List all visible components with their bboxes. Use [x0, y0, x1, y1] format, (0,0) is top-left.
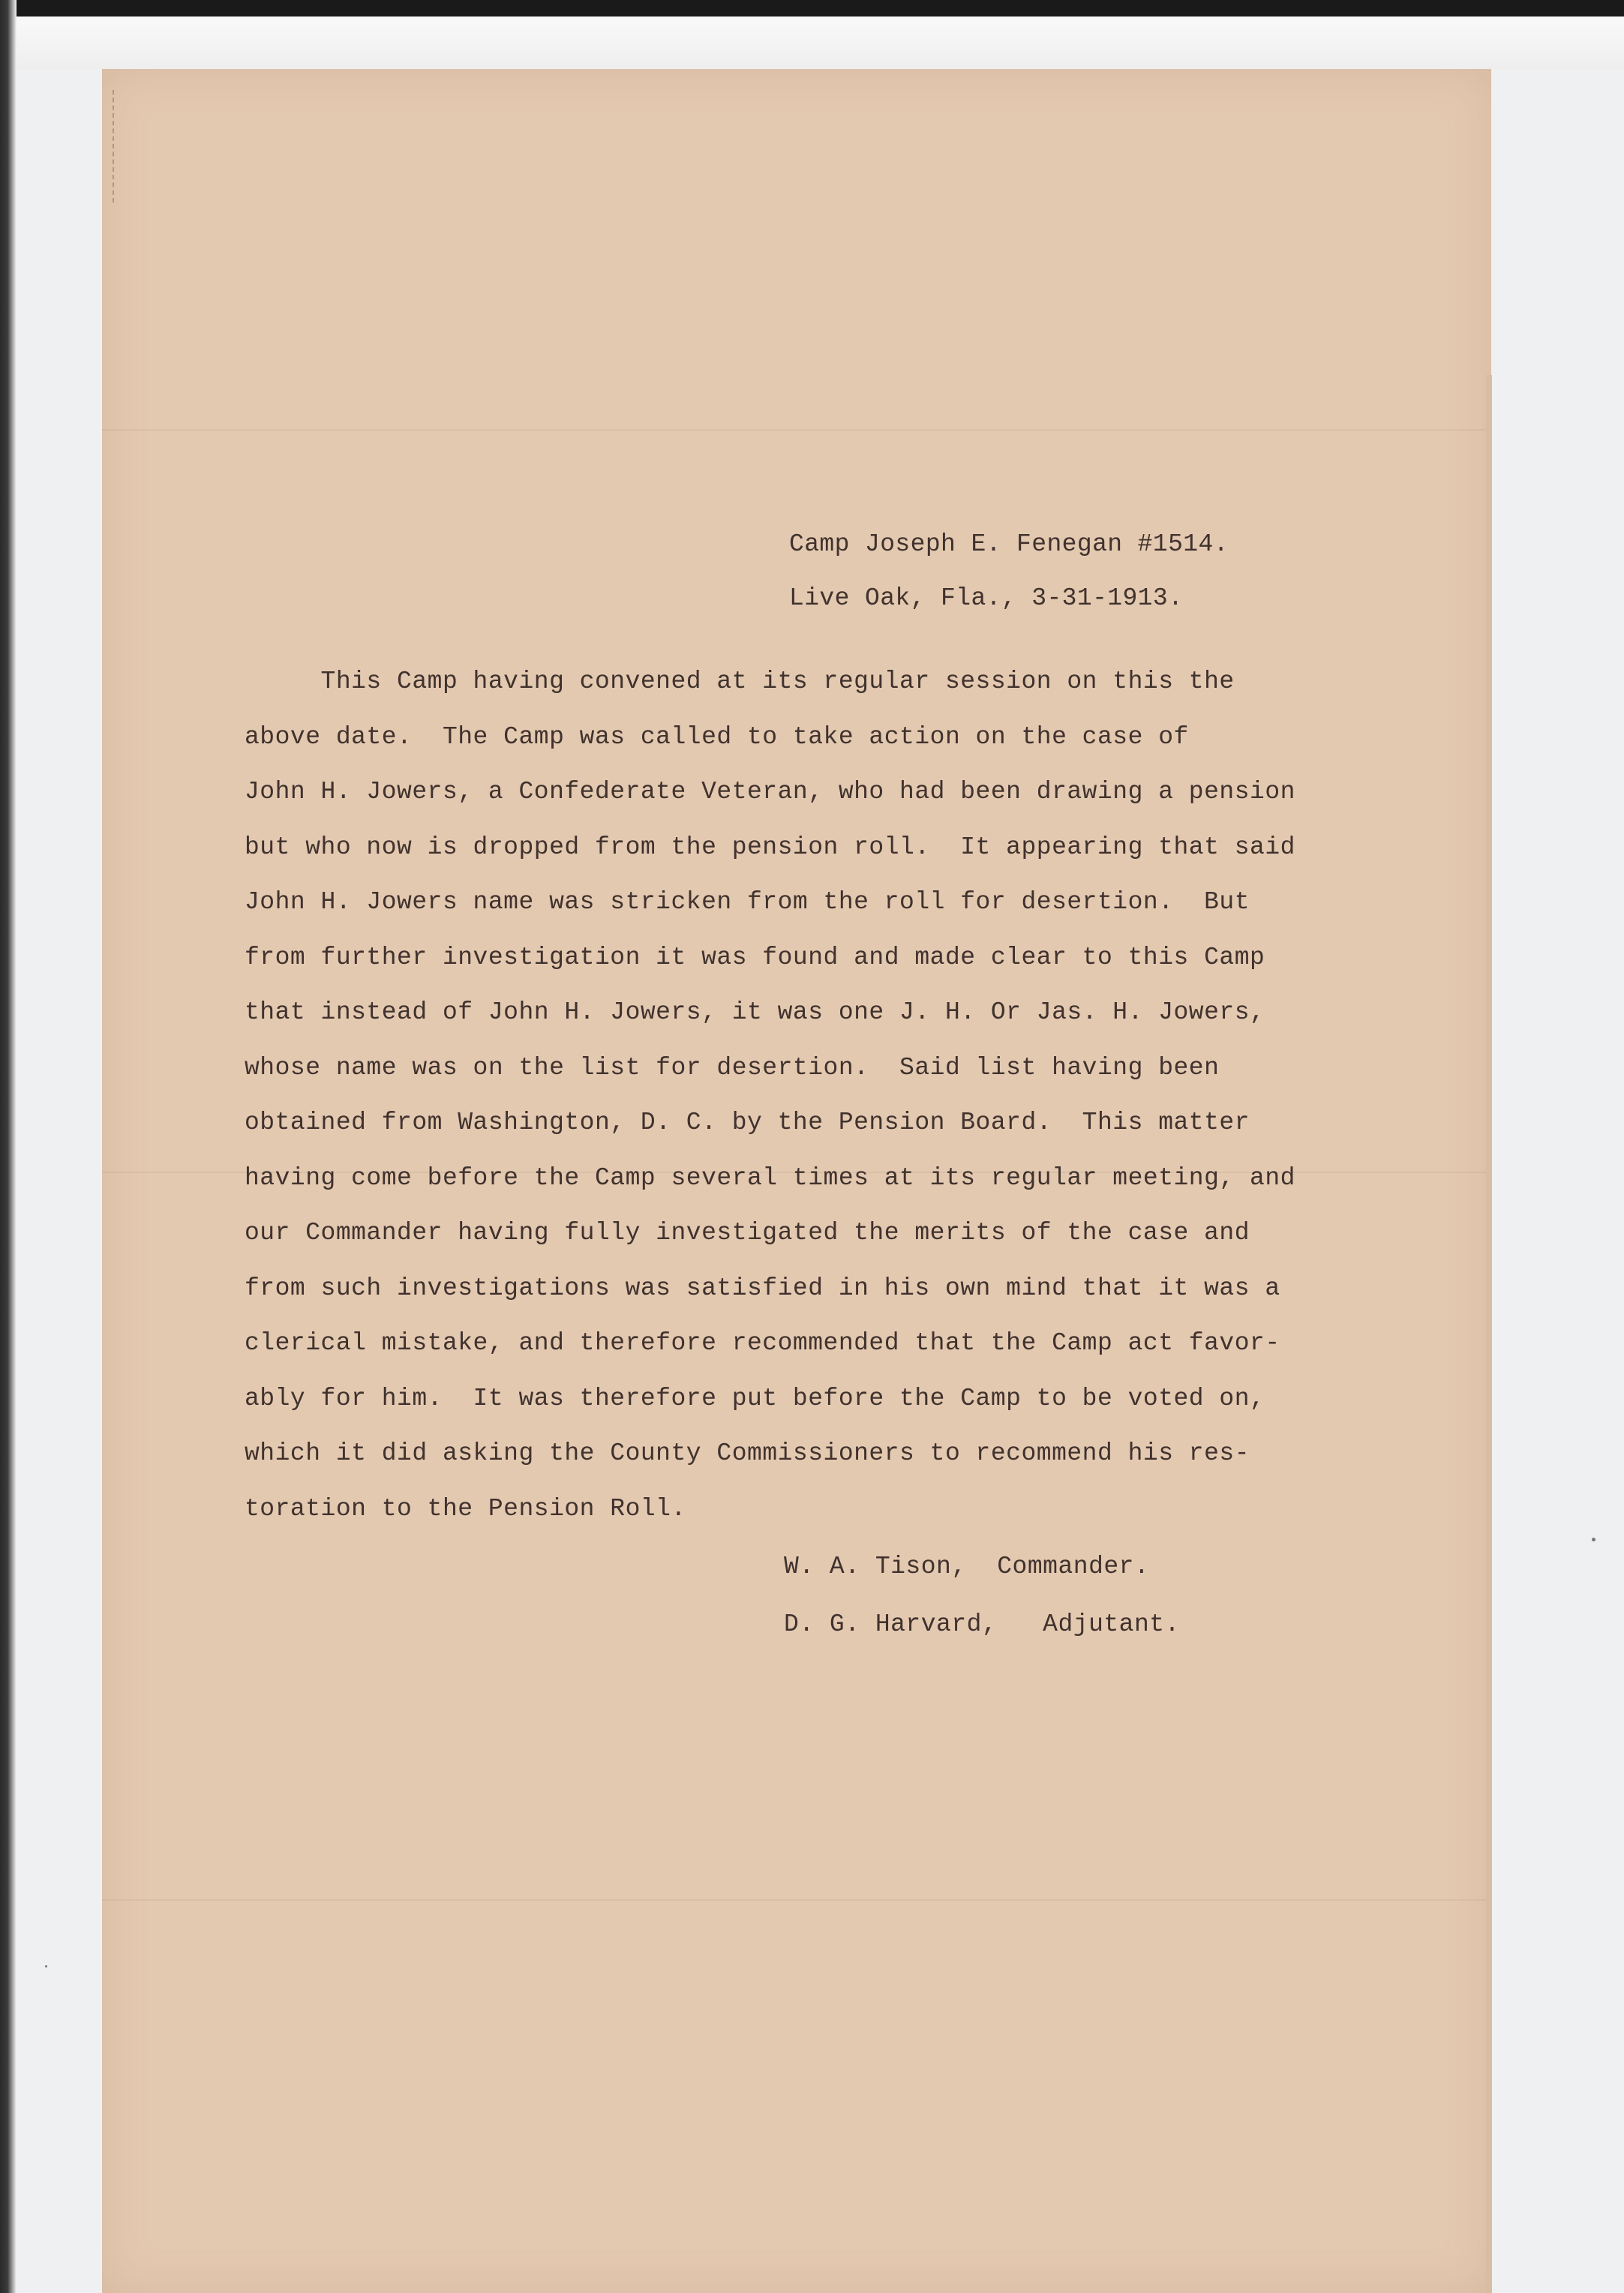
body-line: which it did asking the County Commissioners to recommend his res-	[245, 1439, 1250, 1467]
commander-signature: W. A. Tison, Commander.	[784, 1553, 1150, 1580]
body-line: but who now is dropped from the pension roll. It appearing that said	[245, 833, 1295, 861]
body-line: that instead of John H. Jowers, it was one J. H. Or Jas. H. Jowers,	[245, 998, 1265, 1026]
camp-name: Camp Joseph E. Fenegan #1514.	[789, 530, 1229, 558]
body-line: This Camp having convened at its regular session on this the	[245, 668, 1235, 695]
scanner-bed	[17, 17, 1624, 69]
staple-marks	[113, 90, 116, 203]
body-line: from such investigations was satisfied in his own mind that it was a	[245, 1274, 1280, 1302]
scan-left-border	[0, 0, 17, 2293]
letter-body	[245, 654, 1400, 1536]
letter-header	[789, 518, 1229, 626]
location-date: Live Oak, Fla., 3-31-1913.	[789, 584, 1184, 612]
dust-speck	[45, 1965, 47, 1967]
paper-fold	[102, 1899, 1491, 1901]
paper-fold	[102, 429, 1491, 431]
body-line: having come before the Camp several times at its regular meeting, and	[245, 1163, 1295, 1192]
dust-speck	[1592, 1538, 1595, 1541]
paper-edge	[1486, 375, 1492, 2293]
body-line: John H. Jowers name was stricken from the roll for desertion. But	[245, 888, 1250, 916]
body-line: clerical mistake, and therefore recommended that the Camp act favor-	[245, 1329, 1280, 1357]
signature-block	[784, 1538, 1180, 1653]
body-line: toration to the Pension Roll.	[245, 1494, 686, 1523]
body-line: obtained from Washington, D. C. by the Pension Board. This matter	[245, 1109, 1250, 1136]
body-line: above date. The Camp was called to take action on the case of	[245, 722, 1189, 751]
body-line: whose name was on the list for desertion. Said list having been	[245, 1053, 1220, 1082]
scan-top-border	[0, 0, 1624, 17]
body-line: our Commander having fully investigated the merits of the case and	[245, 1219, 1250, 1247]
body-line: John H. Jowers, a Confederate Veteran, who had been drawing a pension	[245, 778, 1295, 806]
adjutant-signature: D. G. Harvard, Adjutant.	[784, 1610, 1180, 1638]
body-line: from further investigation it was found and made clear to this Camp	[245, 943, 1265, 971]
body-line: ably for him. It was therefore put before the Camp to be voted on,	[245, 1384, 1265, 1412]
